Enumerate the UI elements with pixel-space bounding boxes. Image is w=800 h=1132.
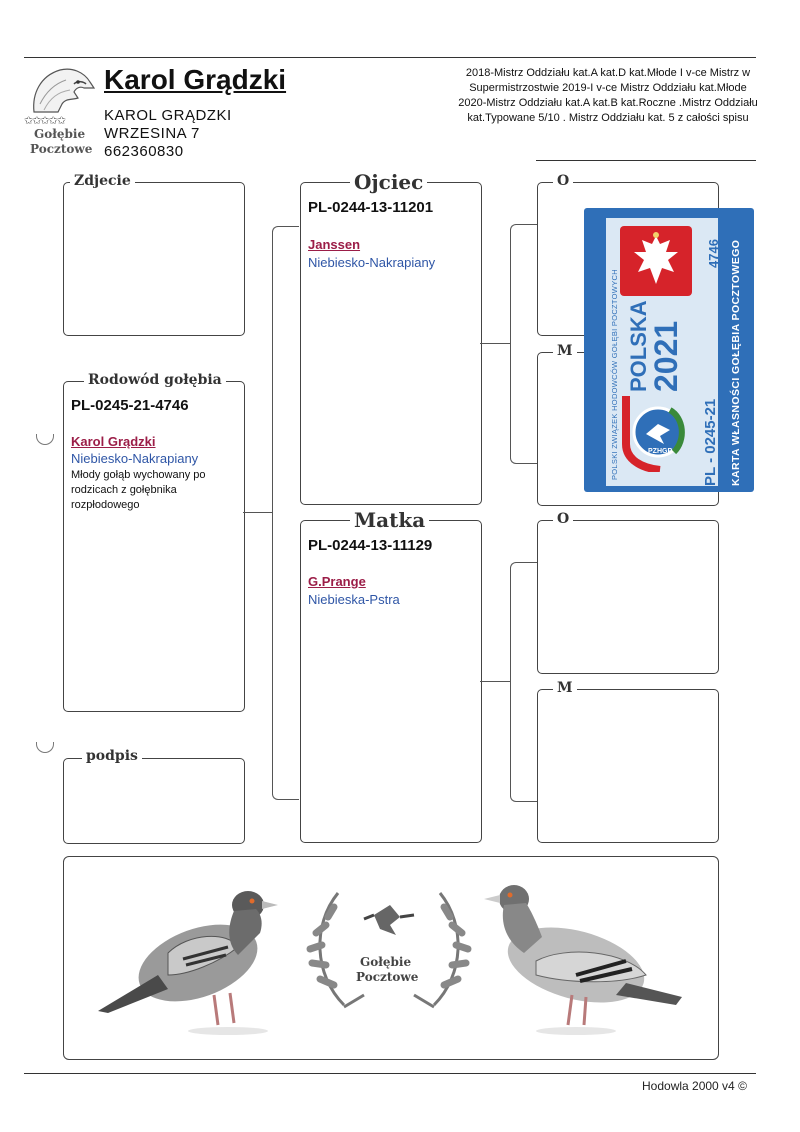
logo-text-line2: Pocztowe — [30, 142, 93, 156]
signature-box-title: podpis — [82, 748, 142, 764]
pigeon-left-icon — [88, 863, 288, 1043]
logo-stars: ✩✩✩✩✩ — [24, 115, 66, 127]
card-emblem-text: PZHGP — [648, 448, 673, 455]
photo-box-title: Zdjecie — [70, 173, 135, 189]
poland-eagle-icon — [620, 226, 692, 296]
card-ring: PL - 0245-21 — [702, 398, 719, 486]
footer-credit: Hodowla 2000 v4 © — [642, 1079, 747, 1093]
pigeon-description: Młody gołąb wychowany po rodzicach z gołębnika rozpłodowego — [71, 469, 206, 511]
mother-box-title: Matka — [350, 508, 429, 532]
achievements-text: 2018-Mistrz Oddziału kat.A kat.D kat.Młode I v-ce Mistrz w Supermistrzostwie 2019-I v-ce Mistrz Oddziału kat.Młode 2020-Mistrz Oddziału kat.A kat.B kat.Roczne .Mistrz Oddziału kat.Typowane 5/10 . Mistrz Oddziału kat. 5 z całości spisu — [458, 67, 758, 124]
father-breeder: Janssen — [308, 237, 361, 252]
connector-mother-grandparents — [510, 562, 537, 802]
mother-color: Niebieska-Pstra — [308, 592, 400, 607]
connector-pigeon-stub — [243, 512, 272, 513]
connector-father-stub — [480, 343, 510, 344]
card-title: KARTA WŁASNOŚCI GOŁĘBIA POCZTOWEGO — [730, 239, 742, 486]
owner-address: WRZESINA 7 — [104, 125, 200, 142]
signature-box — [63, 758, 245, 844]
breeder-title: Karol Grądzki — [104, 64, 287, 95]
owner-name: KAROL GRĄDZKI — [104, 107, 232, 124]
pigeon-ring: PL-0245-21-4746 — [71, 397, 189, 414]
connector-father-grandparents — [510, 224, 537, 464]
pigeon-box — [63, 381, 245, 712]
card-country: POLSKA — [626, 300, 651, 392]
father-box-title: Ojciec — [350, 170, 427, 194]
mother-breeder: G.Prange — [308, 574, 366, 589]
header-bottom-rule — [536, 160, 756, 161]
eagle-head-icon — [26, 64, 96, 116]
binder-hole-top — [36, 434, 54, 445]
grandparent-box-4 — [537, 689, 719, 843]
grandparent-box-3 — [537, 520, 719, 674]
header-top-rule — [24, 57, 756, 58]
pigeon-breeder: Karol Grądzki — [71, 434, 156, 449]
binder-hole-bottom — [36, 742, 54, 753]
laurel-wreath-icon — [304, 875, 474, 1025]
connector-pigeon-parents — [272, 226, 299, 800]
connector-mother-stub — [480, 681, 510, 682]
card-number: 4746 — [706, 239, 721, 268]
father-color: Niebiesko-Nakrapiany — [308, 255, 436, 270]
mother-ring: PL-0244-13-11129 — [308, 537, 433, 554]
logo-text-line1: Gołębie — [34, 127, 86, 141]
ownership-card — [584, 208, 754, 492]
footer-rule — [24, 1073, 756, 1074]
mother-box — [300, 520, 482, 843]
father-ring: PL-0244-13-11201 — [308, 199, 434, 216]
grandparent-box-3-title: O — [553, 511, 573, 527]
grandparent-box-2-title: M — [553, 343, 577, 359]
card-association: POLSKI ZWIĄZEK HODOWCÓW GOŁĘBI POCZTOWYCH — [610, 269, 619, 480]
photo-box — [63, 182, 245, 336]
grandparent-box-4-title: M — [553, 680, 577, 696]
header-logo — [26, 64, 96, 156]
card-year: 2021 — [648, 320, 684, 392]
father-box — [300, 182, 482, 505]
owner-phone: 662360830 — [104, 143, 184, 160]
grandparent-box-1-title: O — [553, 173, 573, 189]
footer-logo-line1: Gołębie — [360, 955, 412, 969]
footer-logo-line2: Pocztowe — [356, 970, 419, 984]
pigeon-color: Niebiesko-Nakrapiany — [71, 451, 199, 466]
footer-illustration-box — [63, 856, 719, 1060]
pzhgp-emblem — [620, 388, 698, 472]
pigeon-box-title: Rodowód gołębia — [84, 372, 226, 388]
pigeon-right-icon — [476, 865, 686, 1045]
